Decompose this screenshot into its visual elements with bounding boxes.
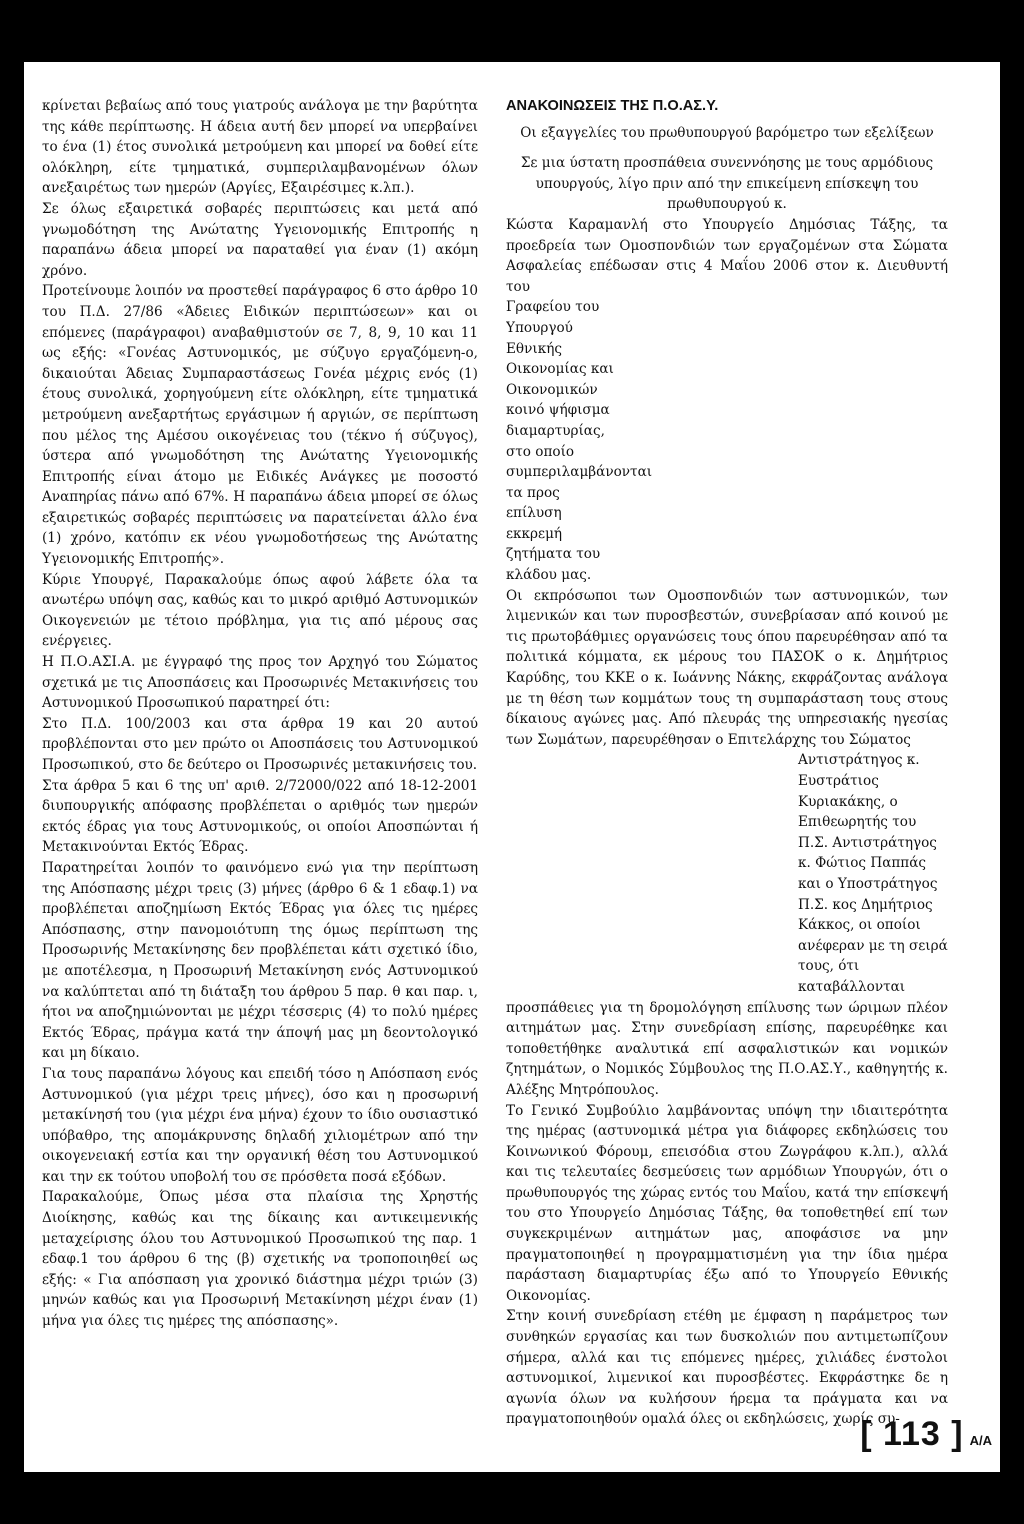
paragraph: Στα άρθρα 5 και 6 της υπ' αριθ. 2/72000/022 από 18-12-2001 διυπουργικής απόφασης προβλέπεται ο αριθμός των ημερών εκτός έδρας για τους Αστυνομικούς, οι οποίοι Αποσπώνται ή Μετακινούνται Εκτός Έδρας. bbox=[42, 777, 478, 856]
article-intro: Σε μια ύστατη προσπάθεια συνεννόησης με τους αρμόδιους υπουργούς, λίγο πριν από την επικείμενη επίσκεψη του πρωθυπουργού κ. bbox=[520, 155, 934, 213]
page-number-suffix: A/A bbox=[969, 1433, 992, 1448]
paragraph: Οι εκπρόσωποι των Ομοσπονδιών των αστυνομικών, των λιμενικών και των πυροσβεστών, συνεβρίασαν από κοινού με τις πρωτοβάθμιες οργανώσεις τους όπου παρευρέθησαν από τα πολιτικά κόμματα, εκ μέρους του ΠΑΣΟΚ ο κ. Δημήτριος Καρύδης, του ΚΚΕ ο κ. Ιωάννης Νάκης, εκφράζοντας ανάλογα με τη θέση των κομμάτων τους τη συμπαράσταση τους στους δίκαιους αγώνες μας. Από πλευράς της υπηρεσιακής ηγεσίας των Σωμάτων, παρευρέθησαν ο Επιτελάρχης του Σώματος bbox=[506, 587, 948, 748]
paragraph: Προτείνουμε λοιπόν να προστεθεί παράγραφος 6 στο άρθρο 10 του Π.Δ. 27/86 «Άδειες Ειδικών περιπτώσεων» και οι επόμενες (παράγραφοι) αναβαθμιστούν σε 7, 8, 9, 10 και 11 ως εξής: «Γονέας Αστυνομικός, με σύζυγο εργαζόμενη-ο, δικαιούται Άδειας Συμπαραστάσεως Γονέα μέχρις ενός (1) έτους συνολικά, χορηγούμενη είτε ολόκληρη, είτε τμηματικά μετρούμενη ανεξαρτήτως εργάσιμων ή αργιών, σε περίπτωση που μέλος της Αμέσου οικογένειας του (τέκνο ή σύζυγος), ύστερα από γνωμοδότηση της Ανώτατης Υγειονομικής Επιτροπής είναι άτομο με Ειδικές Ανάγκες με ποσοστό Αναπηρίας πάνω από 67%. Η παραπάνω άδεια μπορεί σε όλως εξαιρετικώς σοβαρές περιπτώσεις να παρατείνεται άλλο ένα (1) χρόνο, κατόπιν εκ νέου γνωμοδοτήσεως της Ανώτατης Υγειονομικής Επιτροπής». bbox=[42, 283, 478, 568]
section-title: ΑΝΑΚΟΙΝΩΣΕΙΣ ΤΗΣ Π.Ο.ΑΣ.Υ. bbox=[506, 98, 719, 114]
right-column bbox=[506, 96, 948, 1430]
paragraph: Για τους παραπάνω λόγους και επειδή τόσο η Απόσπαση ενός Αστυνομικού (για μέχρι τρεις μήνες), όσο και η προσωρινή μετακίνησή του (για μέχρι ένα μήνα) έχουν το ίδιο ουσιαστικό υπόβαθρο, της απομάκρυνσης δηλαδή χιλιομέτρων από την οικογενειακή εστία και την οργανική θέση του Αστυνομικού και την εκ τούτου υποβολή του σε πρόσθετα ποσά εξόδων. bbox=[42, 1065, 478, 1185]
page-number-value: [ 113 ] bbox=[860, 1415, 964, 1453]
left-column bbox=[42, 96, 478, 1332]
document-page bbox=[24, 62, 1000, 1472]
paragraph: Σε όλως εξαιρετικά σοβαρές περιπτώσεις και μετά από γνωμοδότηση της Ανώτατης Υγειονομικής Επιτροπής η παραπάνω άδεια μπορεί να παραταθεί για έναν (1) ακόμη χρόνο. bbox=[42, 200, 478, 279]
paragraph: Στην κοινή συνεδρίαση ετέθη με έμφαση η παράμετρος των συνθηκών εργασίας και των δυσκολιών που αντιμετωπίζουν σήμερα, αλλά και τις επόμενες ημέρες, χιλιάδες ένστολοι αστυνομικοί, λιμενικοί και πυροσβέστες. Εκφράστηκε δε η αγωνία όλων να κυλήσουν ήρεμα τα πράγματα και να πραγματοποιηθούν ομαλά όλες οι εκδηλώσεις, χωρίς συ- bbox=[506, 1308, 948, 1428]
paragraph: Παρακαλούμε, Όπως μέσα στα πλαίσια της Χρηστής Διοίκησης, καθώς και της δίκαιης και αντικειμενικής μεταχείρισης όλου του Αστυνομικού Προσωπικού της παρ. 1 εδαφ.1 του άρθρου 6 της (β) σχετικής να τροποποιηθεί ως εξής: « Για απόσπαση για χρονικό διάστημα μέχρι τριών (3) μηνών καθώς και για Προσωρινή Μετακίνηση μέχρι έναν (1) μήνα για όλες τις ημέρες της απόσπασης». bbox=[42, 1189, 478, 1330]
paragraph: προσπάθειες για τη δρομολόγηση επίλυσης των ώριμων πλέον αιτημάτων μας. Στην συνεδρίαση επίσης, παρευρέθηκε και τοποθετήθηκε αναλυτικά επί ασφαλιστικών και νομικών ζητημάτων, ο Νομικός Σύμβουλος της Π.Ο.ΑΣ.Υ., καθηγητής κ. Αλέξης Μητρόπουλος. bbox=[506, 999, 948, 1098]
wrapped-text-left: Γραφείου του Υπουργού Εθνικής Οικονομίας και Οικονομικών κοινό ψήφισμα διαμαρτυρίας, στο οποίο συμπεριλαμβάνονται τα προς επίλυση εκκρεμή ζητήματα του κλάδου μας. bbox=[506, 299, 653, 584]
paragraph: Η Π.Ο.ΑΣΙ.Α. με έγγραφό της προς τον Αρχηγό του Σώματος σχετικά με τις Αποσπάσεις και Προσωρινές Μετακινήσεις του Αστυνομικού Προσωπικού παρατηρεί ότι: bbox=[42, 654, 478, 712]
wrapped-text-right: Αντιστράτηγος κ. Ευστράτιος Κυριακάκης, ο Επιθεωρητής του Π.Σ. Αντιστράτηγος κ. Φώτιος Παππάς και ο Υποστράτηγος Π.Σ. κος Δημήτριος Κάκκος, οι οποίοι ανέφεραν με τη σειρά τους, ότι καταβάλλονται bbox=[798, 752, 948, 995]
paragraph: Το Γενικό Συμβούλιο λαμβάνοντας υπόψη την ιδιαιτερότητα της ημέρας (αστυνομικά μέτρα για διάφορες εκδηλώσεις του Κοινωνικού Φόρουμ, επεισόδια στου Ζωγράφου κ.λπ.), αλλά και τις τελευταίες δεσμεύσεις των αρμόδιων Υπουργών, ότι ο πρωθυπουργός της χώρας εντός του Μαΐου, κατά την επίσκεψή του στο Υπουργείο Δημόσιας Τάξης, θα τοποθετηθεί επί των συγκεκριμένων αιτημάτων μας, αποφάσισε να μην πραγματοποιηθεί η προγραμματισμένη για την ίδια ημέρα παράσταση διαμαρτυρίας έξω από το Υπουργείο Εθνικής Οικονομίας. bbox=[506, 1102, 948, 1304]
page-number bbox=[860, 1415, 992, 1454]
paragraph: Κύριε Υπουργέ, Παρακαλούμε όπως αφού λάβετε όλα τα ανωτέρω υπόψη σας, καθώς και το μικρό αριθμό Αστυνομικών Οικογενειών με τέτοιο πρόβλημα, για τις από μέρους σας ενέργειες. bbox=[42, 571, 478, 650]
paragraph: Στο Π.Δ. 100/2003 και στα άρθρα 19 και 20 αυτού προβλέπονται στο μεν πρώτο οι Αποσπάσεις του Αστυνομικού Προσωπικού, στο δε δεύτερο οι Προσωρινές μετακινήσεις του. bbox=[42, 715, 478, 773]
paragraph: Παρατηρείται λοιπόν το φαινόμενο ενώ για την περίπτωση της Απόσπασης μέχρι τρεις (3) μήνες (άρθρο 6 & 1 εδαφ.1) να προβλέπεται αποζημίωση Εκτός Έδρας για όλες τις ημέρες Απόσπασης, στην πανομοιότυπη της όμως περίπτωση της Προσωρινής Μετακίνησης δεν προβλέπεται κάτι σχετικό ίδιο, με αποτέλεσμα, η Προσωρινή Μετακίνηση ενός Αστυνομικού να καλύπτεται από τη διάταξη του άρθρου 5 παρ. θ και παρ. ι, ήτοι να αποζημιώνονται με μέχρι τέσσερις (4) το πολύ ημέρες Εκτός Έδρας, πράγμα κατά την άποψή μας μη δεοντολογικό και μη δίκαιο. bbox=[42, 859, 478, 1062]
paragraph: Κώστα Καραμανλή στο Υπουργείο Δημόσιας Τάξης, τα προεδρεία των Ομοσπονδιών των εργαζομένων στα Σώματα Ασφαλείας επέδωσαν στις 4 Μαΐου 2006 στον κ. Διευθυντή του bbox=[506, 216, 948, 295]
article-subtitle: Οι εξαγγελίες του πρωθυπουργού βαρόμετρο των εξελίξεων bbox=[520, 124, 934, 141]
paragraph: κρίνεται βεβαίως από τους γιατρούς ανάλογα με την βαρύτητα της κάθε περίπτωσης. Η άδεια αυτή δεν μπορεί να υπερβαίνει το ένα (1) έτος συνολικά μετρούμενη και μπορεί να δοθεί είτε ολόκληρη, είτε τμηματικά, συμπεριλαμβανομένων όλων ανεξαιρέτως των ημερών (Αργίες, Εξαιρέσιμες κ.λπ.). bbox=[42, 98, 478, 197]
